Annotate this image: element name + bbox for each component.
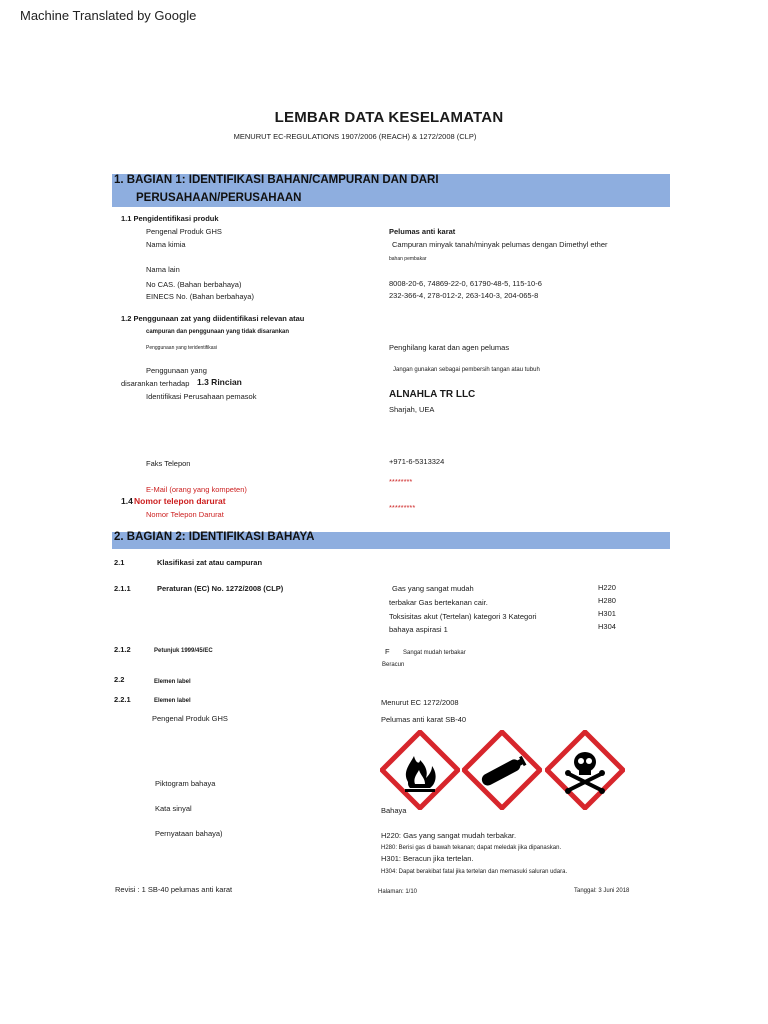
s21-number: 2.1	[114, 558, 125, 567]
chem-value: Campuran minyak tanah/minyak pelumas dengan Dimethyl ether	[392, 240, 608, 249]
use-identified-value: Penghilang karat dan agen pelumas	[389, 343, 510, 352]
s13-number: 1.3 Rincian	[197, 377, 242, 387]
s211-number: 2.1.1	[114, 584, 131, 593]
s221-title: Elemen label	[154, 698, 191, 704]
hazard-code: H220	[598, 583, 616, 592]
hazard-statements-label: Pernyataan bahaya)	[155, 829, 223, 838]
use-advised-label: Penggunaan yang	[146, 366, 207, 375]
s212-title: Petunjuk 1999/45/EC	[154, 648, 213, 654]
hazard-class-line: terbakar Gas bertekanan cair.	[389, 598, 488, 607]
s212-value: Sangat mudah terbakar	[403, 650, 466, 656]
use-advised-label-2: disarankan terhadap	[121, 379, 190, 388]
einecs-label: EINECS No. (Bahan berbahaya)	[146, 292, 254, 301]
chem-value-2: bahan pembakar	[389, 256, 427, 262]
supplier-city: Sharjah, UEA	[389, 405, 435, 414]
hazard-statement: H301: Beracun jika tertelan.	[381, 854, 474, 863]
chem-label: Nama kimia	[146, 240, 186, 249]
email-value: ********	[389, 477, 413, 486]
s21-title: Klasifikasi zat atau campuran	[157, 558, 263, 567]
s221-number: 2.2.1	[114, 695, 131, 704]
hazard-statement: H304: Dapat berakibat fatal jika tertelan dan memasuki saluran udara.	[381, 869, 568, 875]
s22-number: 2.2	[114, 675, 125, 684]
emergency-label: Nomor Telepon Darurat	[146, 510, 224, 519]
s12-title: 1.2 Penggunaan zat yang diidentifikasi relevan atau	[121, 314, 305, 323]
ghs-value: Pelumas anti karat	[389, 227, 456, 236]
section2-heading: 2. BAGIAN 2: IDENTIFIKASI BAHAYA	[114, 531, 315, 543]
supplier-value: ALNAHLA TR LLC	[389, 389, 476, 400]
s22-title: Elemen label	[154, 679, 191, 685]
hazard-class-line: Toksisitas akut (Tertelan) kategori 3 Kategori	[389, 612, 537, 621]
s212-symbol: F	[385, 647, 390, 656]
phone-label: Faks Telepon	[146, 459, 191, 468]
s14-number: 1.4	[121, 496, 133, 506]
hazard-code: H304	[598, 622, 616, 631]
s212-number: 2.1.2	[114, 645, 131, 654]
section1-heading-line2: PERUSAHAAN/PERUSAHAAN	[136, 192, 302, 204]
s211-title: Peraturan (EC) No. 1272/2008 (CLP)	[157, 584, 284, 593]
s12-title-2: campuran dan penggunaan yang tidak disarankan	[146, 329, 290, 335]
use-identified-label: Penggunaan yang teridentifikasi	[146, 345, 218, 351]
einecs-value: 232-366-4, 278-012-2, 263-140-3, 204-065-8	[389, 291, 539, 300]
pictogram-label: Piktogram bahaya	[155, 779, 216, 788]
hazard-statement: H280: Berisi gas di bawah tekanan; dapat meledak jika dipanaskan.	[381, 845, 562, 851]
hazard-code: H301	[598, 609, 616, 618]
signal-word-value: Bahaya	[381, 806, 407, 815]
use-advised-value: Jangan gunakan sebagai pembersih tangan atau tubuh	[393, 367, 540, 373]
hazard-class-line: Gas yang sangat mudah	[392, 584, 474, 593]
document-title: LEMBAR DATA KESELAMATAN	[274, 109, 504, 126]
ghs-label-2: Pengenal Produk GHS	[152, 714, 228, 723]
supplier-label: Identifikasi Perusahaan pemasok	[146, 392, 257, 401]
email-label: E-Mail (orang yang kompeten)	[146, 485, 247, 494]
section1-heading: 1. BAGIAN 1: IDENTIFIKASI BAHAN/CAMPURAN DAN DARI	[114, 174, 439, 186]
footer-revision: Revisi : 1 SB-40 pelumas anti karat	[115, 885, 233, 894]
ghs-label: Pengenal Produk GHS	[146, 227, 222, 236]
hazard-code: H280	[598, 596, 616, 605]
signal-word-label: Kata sinyal	[155, 804, 192, 813]
footer-page: Halaman: 1/10	[378, 889, 418, 895]
hazard-statement: H220: Gas yang sangat mudah terbakar.	[381, 831, 517, 840]
s11-title: 1.1 Pengidentifikasi produk	[121, 214, 219, 223]
other-name-label: Nama lain	[146, 265, 180, 274]
translation-banner: Machine Translated by Google	[20, 8, 197, 23]
footer-date: Tanggal: 3 Juni 2018	[574, 888, 630, 894]
emergency-value: *********	[389, 503, 416, 512]
phone-value: +971-6-5313324	[389, 457, 445, 466]
s212-value-2: Beracun	[382, 662, 405, 668]
gas-cylinder-icon	[462, 730, 542, 810]
ghs-value-2: Pelumas anti karat SB-40	[381, 715, 467, 724]
cas-label: No CAS. (Bahan berbahaya)	[146, 280, 242, 289]
hazard-class-line: bahaya aspirasi 1	[389, 625, 448, 634]
s221-value: Menurut EC 1272/2008	[381, 698, 459, 707]
skull-crossbones-icon	[545, 730, 625, 810]
flame-icon	[380, 730, 460, 810]
s14-title: Nomor telepon darurat	[134, 496, 226, 506]
document-subtitle: MENURUT EC-REGULATIONS 1907/2006 (REACH) & 1272/2008 (CLP)	[233, 132, 477, 141]
cas-value: 8008-20-6, 74869-22-0, 61790-48-5, 115-10-6	[389, 279, 542, 288]
